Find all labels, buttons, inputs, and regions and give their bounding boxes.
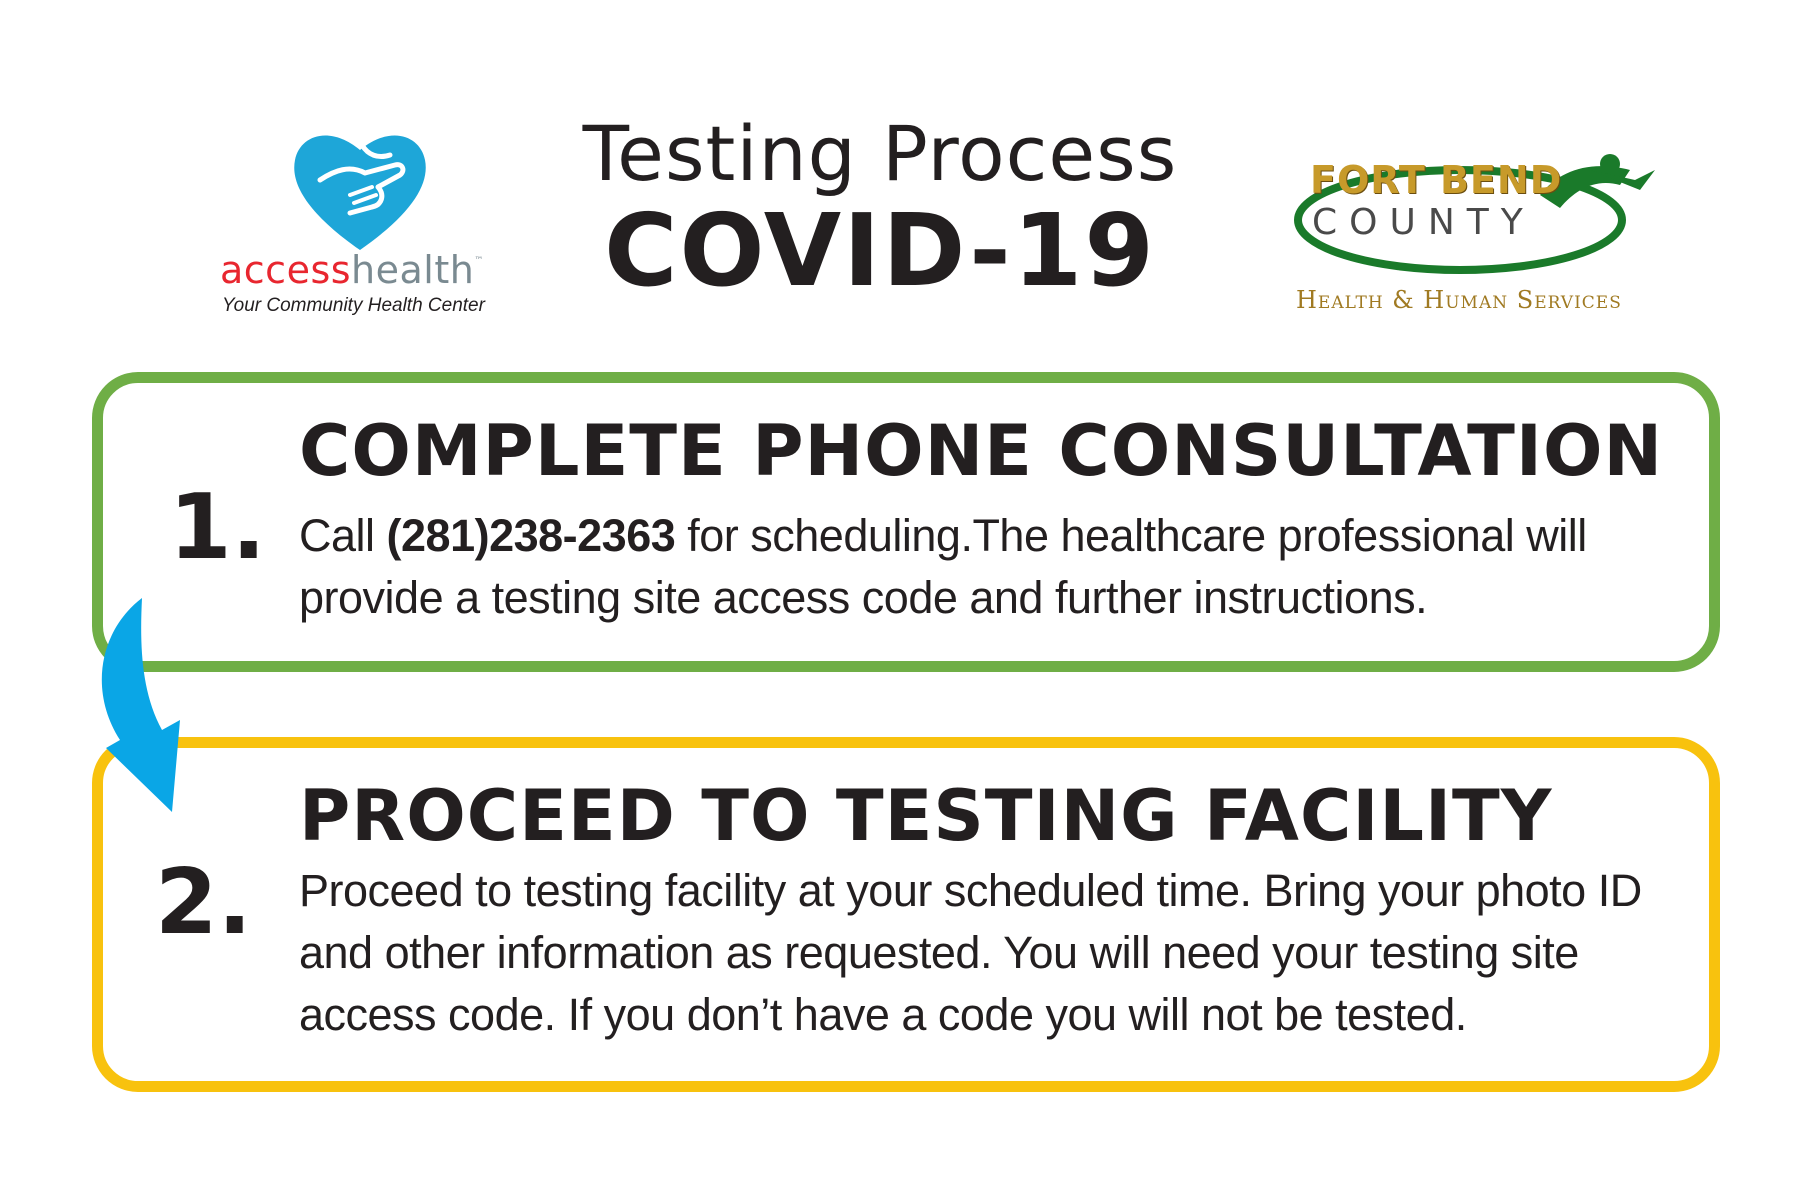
step-number: 2. [155,850,252,955]
step-heading: COMPLETE PHONE CONSULTATION [299,410,1664,492]
step-number: 1. [169,475,266,580]
step-card-1 [92,372,1720,672]
step-description [299,505,1699,629]
step-card-2 [92,737,1720,1092]
step-text-before-phone: Call [299,510,387,561]
step-description: Proceed to testing facility at your scheduled time. Bring your photo ID and other information as requested. You will need your testing site access code. If you don’t have a code you will not be tested. [299,865,1642,1040]
step-heading: PROCEED TO TESTING FACILITY [299,775,1553,857]
page-title [560,109,1200,309]
brand-wordmark [220,248,484,292]
page-title-sub: Testing Process [582,109,1178,198]
phone-number: (281)238-2363 [386,510,676,561]
trademark-mark: ™ [474,256,484,266]
brand-part-health: health [351,248,475,292]
page-title-main: COVID-19 [604,192,1156,309]
access-health-logo [210,125,520,325]
county-name-line1: FORT BEND [1310,158,1563,202]
step-text-after-phone: for scheduling.The healthcare professional will provide a testing site access code and further instructions. [299,510,1587,623]
county-name-line2: COUNTY [1312,202,1535,243]
fort-bend-county-logo [1290,150,1670,325]
brand-tagline: Your Community Health Center [222,295,485,316]
county-department: Health & Human Services [1296,286,1622,314]
heart-hands-icon [290,125,430,255]
curved-arrow-icon [80,590,200,820]
brand-part-access: access [220,248,352,292]
